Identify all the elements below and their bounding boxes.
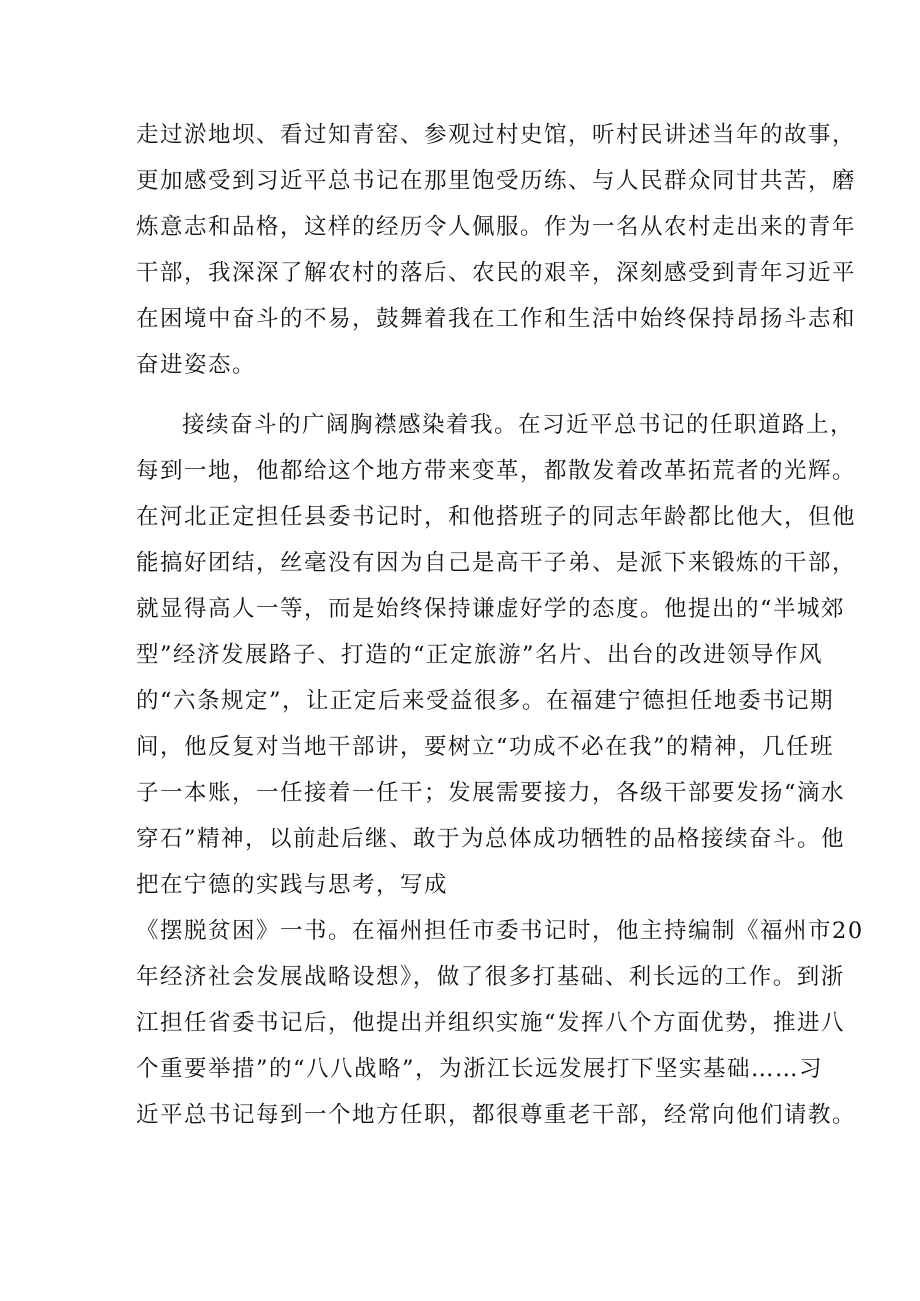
paragraph-line: 个重要举措”的“八八战略”，为浙江长远发展打下坚实基础……习: [136, 1056, 824, 1082]
paragraph-line: 穿石”精神，以前赴后继、敢于为总体成功牺牲的品格接续奋斗。他: [136, 826, 846, 852]
paragraph-line: 更加感受到习近平总书记在那里饱受历练、与人民群众同甘共苦，磨: [136, 168, 857, 194]
paragraph-line: 在困境中奋斗的不易，鼓舞着我在工作和生活中始终保持昂扬斗志和: [136, 306, 857, 332]
paragraph-line: 能搞好团结，丝毫没有因为自己是高干子弟、是派下来锻炼的干部，: [136, 550, 857, 576]
body-text: [136, 112, 864, 1138]
paragraph-line: 型”经济发展路子、打造的“正定旅游”名片、出台的改进领导作风: [136, 642, 824, 668]
paragraph-line: 奋进姿态。: [136, 352, 257, 378]
paragraph-line: 把在宁德的实践与思考，写成: [136, 872, 449, 898]
paragraph-line: 走过淤地坝、看过知青窑、参观过村史馆，听村民讲述当年的故事，: [136, 122, 857, 148]
paragraph-line: 在河北正定担任县委书记时，和他搭班子的同志年龄都比他大，但他: [136, 504, 857, 530]
paragraph-spacing: [136, 388, 836, 402]
paragraph-line: 每到一地，他都给这个地方带来变革，都散发着改革拓荒者的光辉。: [136, 458, 857, 484]
paragraph-line: 子一本账，一任接着一任干；发展需要接力，各级干部要发扬“滴水: [136, 780, 846, 806]
paragraph-line: 江担任省委书记后，他提出并组织实施“发挥八个方面优势，推进八: [136, 1010, 846, 1036]
paragraph-line: 炼意志和品格，这样的经历令人佩服。作为一名从农村走出来的青年: [136, 214, 857, 240]
paragraph-line: 就显得高人一等，而是始终保持谦虚好学的态度。他提出的“半城郊: [136, 596, 846, 622]
paragraph-line: 近平总书记每到一个地方任职，都很尊重老干部，经常向他们请教。: [136, 1102, 857, 1128]
paragraph-2: [136, 402, 864, 1138]
paragraph-1: [136, 112, 857, 388]
paragraph-line: 的“六条规定”，让正定后来受益很多。在福建宁德担任地委书记期: [136, 688, 835, 714]
paragraph-line: 间，他反复对当地干部讲，要树立“功成不必在我”的精神，几任班: [136, 734, 835, 760]
paragraph-line: 干部，我深深了解农村的落后、农民的艰辛，深刻感受到青年习近平: [136, 260, 857, 286]
paragraph-line: 年经济社会发展战略设想》，做了很多打基础、利长远的工作。到浙: [136, 964, 845, 990]
paragraph-first-line: 接续奋斗的广阔胸襟感染着我。在习近平总书记的任职道路上，: [182, 412, 855, 438]
paragraph-line: 《摆脱贫困》一书。在福州担任市委书记时，他主持编制《福州市20: [136, 918, 864, 944]
